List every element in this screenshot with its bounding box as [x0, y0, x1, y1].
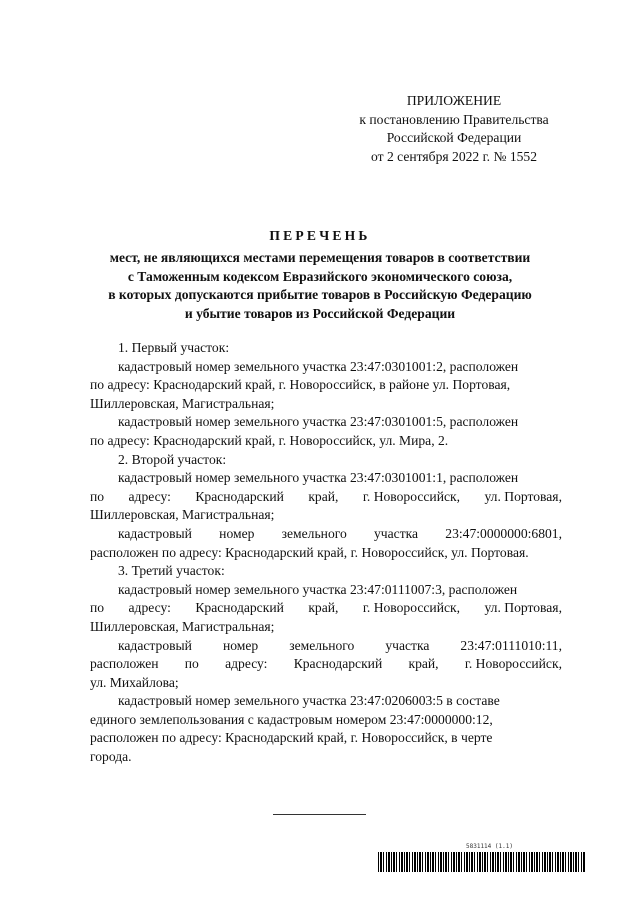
paragraph-line: Шиллеровская, Магистральная;	[90, 395, 275, 411]
appendix-date-number: от 2 сентября 2022 г. № 1552	[370, 148, 538, 164]
paragraph-line: кадастровый номер земельного участка 23:47:0206003:5 в составе	[118, 693, 500, 709]
appendix-authority: Российской Федерации	[386, 130, 522, 145]
word: номер	[222, 637, 259, 653]
barcode-label: 5831114 (1.1)	[466, 843, 513, 850]
word: адресу:	[128, 488, 171, 504]
paragraph-line: единого землепользования с кадастровым номером 23:47:0000000:12,	[90, 711, 493, 727]
paragraph-line: города.	[90, 749, 132, 765]
word: номер	[219, 525, 255, 541]
paragraph-line: кадастровый номер земельного участка 23:47:0301001:5, расположен	[118, 414, 519, 430]
appendix-resolution: к постановлению Правительства	[359, 111, 549, 127]
word: край,	[308, 488, 339, 504]
word: 23:47:0111010:11,	[460, 637, 562, 653]
word: г. Новороссийск,	[464, 656, 562, 672]
word: Краснодарский	[293, 656, 383, 672]
section-heading: 3. Третий участок:	[118, 563, 225, 579]
paragraph-line: по адресу: Краснодарский край, г. Новороссийск, в районе ул. Портовая,	[90, 377, 511, 393]
paragraph-line: кадастровый номер земельного участка 23:47:0301001:1, расположен	[118, 470, 519, 486]
paragraph-line: Шиллеровская, Магистральная;	[90, 618, 275, 634]
paragraph-line-justified	[90, 488, 562, 507]
paragraph-line-justified	[90, 637, 562, 656]
word: край,	[308, 600, 339, 616]
subtitle-line: в которых допускаются прибытие товаров в Российскую Федерацию	[108, 287, 532, 303]
document-title: ПЕРЕЧЕНЬ	[269, 228, 371, 243]
word: участка	[374, 525, 419, 541]
paragraph-line-justified	[90, 655, 562, 674]
paragraph-line: кадастровый номер земельного участка 23:47:0111007:3, расположен	[118, 581, 518, 597]
word: земельного	[281, 525, 347, 541]
section-heading: 2. Второй участок:	[118, 451, 227, 467]
word: адресу:	[225, 656, 268, 672]
word: 23:47:0000000:6801,	[445, 525, 562, 541]
document-body	[90, 339, 562, 767]
word: участка	[385, 637, 430, 653]
word: ул. Портовая,	[484, 488, 562, 504]
paragraph-line-justified	[90, 599, 562, 618]
word: г. Новороссийск,	[362, 600, 461, 616]
word: Краснодарский	[195, 488, 284, 504]
subtitle-line: мест, не являющихся местами перемещения товаров в соответствии	[109, 250, 531, 265]
word: Краснодарский	[195, 600, 284, 616]
appendix-header	[330, 92, 578, 166]
paragraph-line: по адресу: Краснодарский край, г. Новороссийск, ул. Мира, 2.	[90, 432, 449, 448]
paragraph-line: расположен по адресу: Краснодарский край, г. Новороссийск, в черте	[90, 730, 493, 746]
document-subtitle	[60, 249, 580, 323]
subtitle-line: и убытие товаров из Российской Федерации	[184, 305, 456, 321]
word: расположен	[90, 656, 159, 672]
word: кадастровый	[118, 637, 192, 653]
end-separator	[273, 814, 366, 815]
word: ул. Портовая,	[484, 600, 562, 616]
word: земельного	[289, 637, 355, 653]
subtitle-line: с Таможенным кодексом Евразийского экономического союза,	[127, 268, 513, 284]
paragraph-line: Шиллеровская, Магистральная;	[90, 507, 275, 523]
word: по	[184, 656, 199, 672]
word: адресу:	[128, 600, 171, 616]
barcode-icon	[378, 852, 586, 872]
section-heading: 1. Первый участок:	[118, 340, 230, 355]
word: край,	[408, 656, 439, 672]
word: по	[90, 488, 105, 504]
paragraph-line: расположен по адресу: Краснодарский край, г. Новороссийск, ул. Портовая.	[90, 544, 529, 560]
word: г. Новороссийск,	[362, 488, 461, 504]
paragraph-line-justified	[90, 525, 562, 544]
paragraph-line: ул. Михайлова;	[90, 674, 179, 690]
word: по	[90, 600, 105, 616]
word: кадастровый	[118, 525, 192, 541]
paragraph-line: кадастровый номер земельного участка 23:47:0301001:2, расположен	[118, 358, 519, 374]
appendix-label: ПРИЛОЖЕНИЕ	[406, 93, 502, 108]
